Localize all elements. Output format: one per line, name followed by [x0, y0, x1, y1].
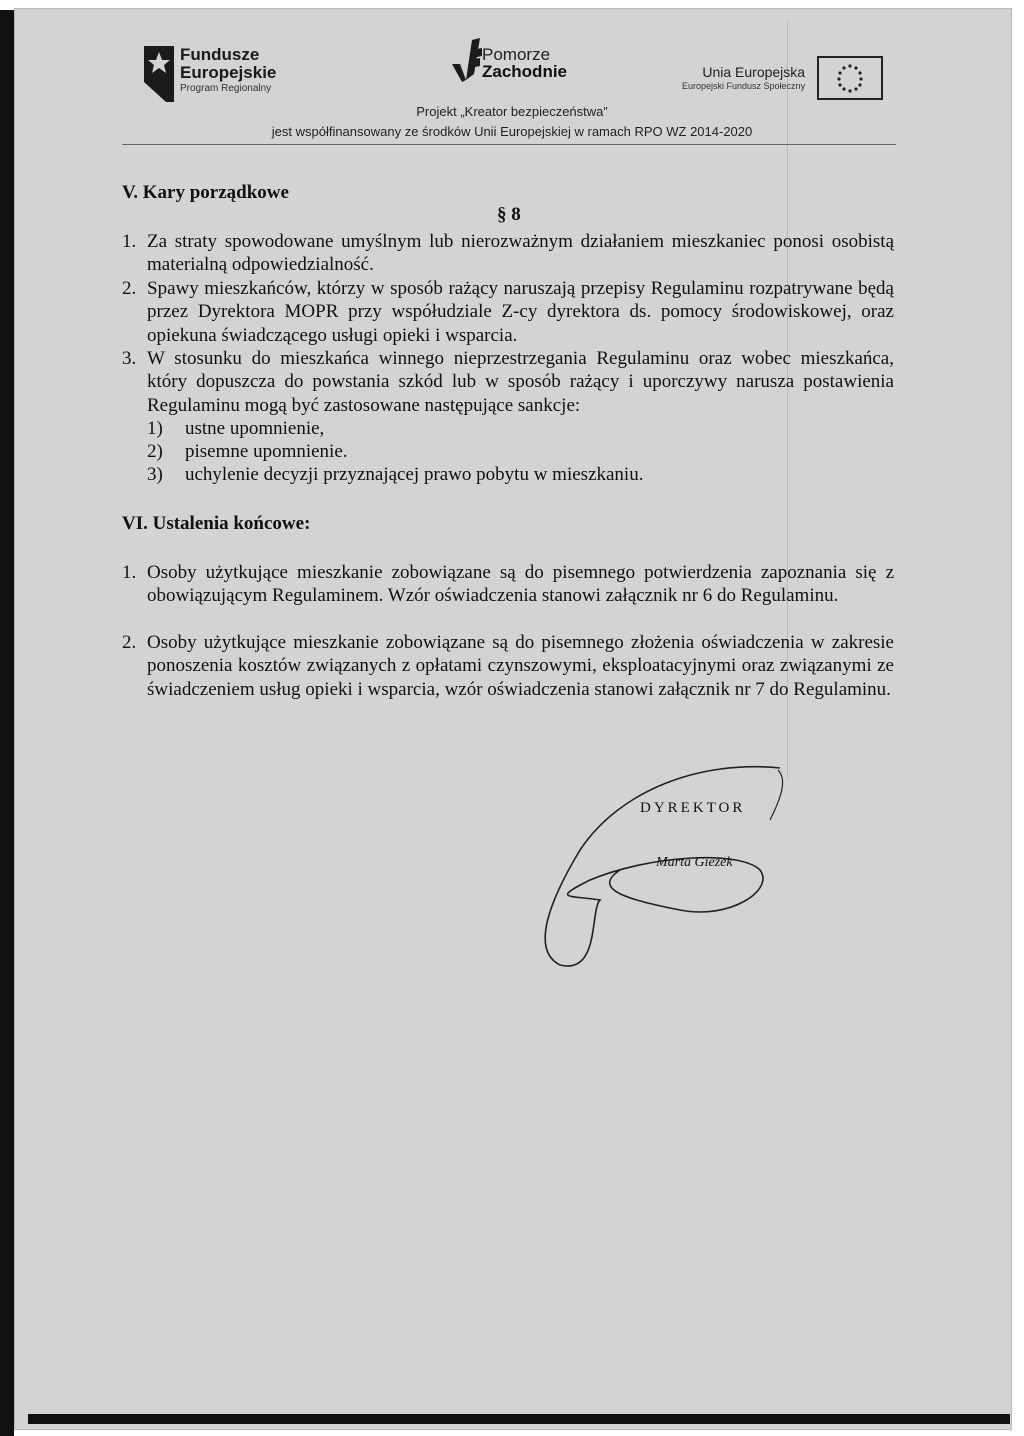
eu-line1: Unia Europejska: [702, 64, 806, 80]
pz-line2: Zachodnie: [482, 62, 568, 81]
sanction-number: 3): [147, 464, 163, 485]
fe-line3: Program Regionalny: [180, 83, 272, 94]
item-text: Osoby użytkujące mieszkanie zobowiązane są do pisemnego złożenia oświadczenia w zakresie ponoszenia kosztów związanych z opłatami czynszowymi, eksploatacyjnymi oraz związanymi ze świadczeniem usług opieki i wsparcia, wzór oświadczenia stanowi załącznik nr 7 do Regulaminu.: [147, 632, 894, 700]
item-number: 3.: [122, 348, 137, 369]
sanction-3: [147, 463, 643, 486]
fundusze-europejskie-logo: [144, 46, 276, 102]
item-number: 2.: [122, 278, 137, 299]
section-5-item-3: [122, 347, 894, 417]
sanction-2: [147, 440, 348, 463]
pz-line1: Pomorze: [482, 45, 551, 64]
section-6-heading: VI. Ustalenia końcowe:: [122, 513, 311, 534]
item-text: Osoby użytkujące mieszkanie zobowiązane są do pisemnego potwierdzenia zapoznania się z obowiązującym Regulaminem. Wzór oświadczenia stanowi załącznik nr 6 do Regulaminu.: [147, 562, 894, 607]
pomorze-zachodnie-logo: [448, 36, 567, 82]
item-number: 2.: [122, 632, 137, 653]
eu-flag-icon: [817, 56, 883, 100]
unia-europejska-logo: [682, 56, 883, 100]
sanction-number: 1): [147, 418, 163, 439]
item-text: Spawy mieszkańców, którzy w sposób rażący naruszają przepisy Regulaminu rozpatrywane będą przez Dyrektora MOPR przy współudziale Z-cy dyrektora ds. pomocy środowiskowej, oraz opiekuna świadczącego usługi opieki i wsparcia.: [147, 278, 894, 346]
scan-edge-left: [0, 10, 14, 1436]
section-5-item-1: [122, 230, 894, 277]
section-5-heading: V. Kary porządkowe: [122, 182, 289, 203]
sanction-1: [147, 417, 324, 440]
fe-line1: Fundusze: [180, 45, 260, 64]
signature-name: Marta Giezek: [656, 855, 733, 870]
sanction-number: 2): [147, 441, 163, 462]
fe-star-icon: [144, 46, 174, 102]
item-number: 1.: [122, 562, 137, 583]
item-text: Za straty spowodowane umyślnym lub nierozważnym działaniem mieszkaniec ponosi osobistą materialną odpowiedzialność.: [147, 231, 894, 276]
project-name: Projekt „Kreator bezpieczeństwa”: [416, 104, 608, 119]
section-6-item-2: [122, 631, 894, 701]
project-funding-note: jest współfinansowany ze środków Unii Europejskiej w ramach RPO WZ 2014-2020: [271, 124, 753, 139]
scan-edge-bottom: [28, 1414, 1010, 1424]
item-text: W stosunku do mieszkańca winnego nieprzestrzegania Regulaminu oraz wobec mieszkańca, który dopuszcza do powstania szkód lub w sposób rażący i uporczywy narusza postawienia Regulaminu mogą być zastosowane następujące sankcje:: [147, 348, 894, 416]
header-divider: [122, 144, 896, 145]
sanction-text: uchylenie decyzji przyznającej prawo pobytu w mieszkaniu.: [185, 464, 644, 485]
item-number: 1.: [122, 231, 137, 252]
signature-title: DYREKTOR: [640, 800, 746, 816]
eu-line2: Europejski Fundusz Społeczny: [682, 81, 806, 91]
sanction-text: ustne upomnienie,: [185, 418, 325, 439]
fe-line2: Europejskie: [180, 63, 277, 82]
sanction-text: pisemne upomnienie.: [185, 441, 348, 462]
section-5-item-2: [122, 277, 894, 347]
paragraph-mark: § 8: [497, 204, 521, 225]
section-6-item-1: [122, 561, 894, 608]
